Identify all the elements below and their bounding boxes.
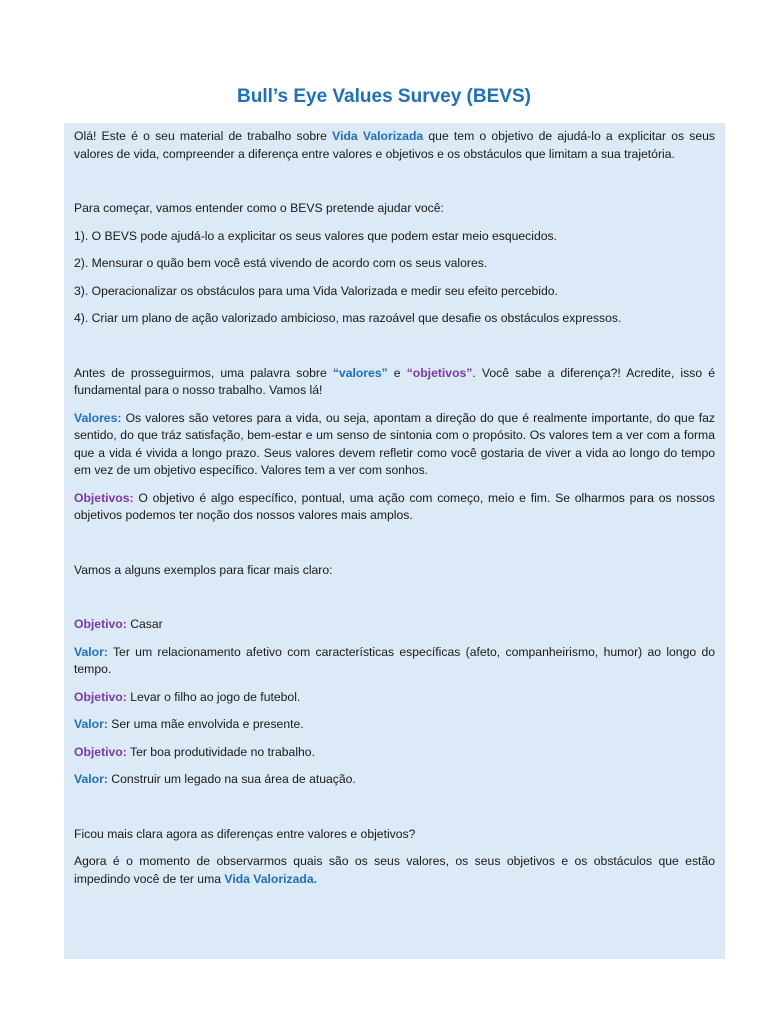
example-text: Levar o filho ao jogo de futebol. xyxy=(126,689,301,704)
example-valor-2 xyxy=(74,716,715,734)
example-text: Ter boa produtividade no trabalho. xyxy=(126,744,315,759)
word-values: “valores” xyxy=(332,365,388,380)
step-item-1: 1). O BEVS pode ajudá-lo a explicitar os seus valores que podem estar meio esquecidos. xyxy=(74,228,558,243)
valores-text: Os valores são vetores para a vida, ou seja, apontam a direção do que é realmente importante, do que faz sentido, do que tráz satisfação, bem-estar e um senso de sintonia com o propósito. Os valores tem a ver com a forma que a vida é vivida a longo prazo. Seus valores devem refletir como você gostaria de viver a vida ao longo do tempo em vez de um objetivo específico. Valores tem a ver com sonhos. xyxy=(74,410,715,477)
content-panel xyxy=(64,123,725,959)
closing-text: Agora é o momento de observarmos quais são os seus valores, os seus objetivos e os obstáculos que estão impedindo você de ter uma xyxy=(74,854,715,886)
example-objetivo-3 xyxy=(74,744,715,762)
valores-definition xyxy=(74,410,715,480)
intro-text-after: que tem o objetivo de ajudá-lo a explicitar os seus valores de vida, compreender a diferença entre valores e objetivos e os obstáculos que limitam a sua trajetória. xyxy=(74,129,716,161)
step-item-3: 3). Operacionalizar os obstáculos para uma Vida Valorizada e medir seu efeito percebido. xyxy=(74,283,558,298)
example-label: Objetivo: xyxy=(74,744,127,759)
example-label: Valor: xyxy=(74,644,108,659)
word-and: e xyxy=(387,365,407,380)
word-text-before: Antes de prosseguirmos, uma palavra sobre xyxy=(74,365,333,380)
step-item-2: 2). Mensurar o quão bem você está vivendo de acordo com os seus valores. xyxy=(74,256,488,270)
word-paragraph xyxy=(74,365,715,400)
question-paragraph: Ficou mais clara agora as diferenças entre valores e objetivos? xyxy=(74,826,416,841)
example-label: Valor: xyxy=(74,772,108,786)
closing-paragraph xyxy=(74,853,715,888)
example-text: Casar xyxy=(126,617,163,631)
examples-intro: Vamos a alguns exemplos para ficar mais claro: xyxy=(74,562,333,577)
example-text: Ser uma mãe envolvida e presente. xyxy=(107,717,304,731)
objetivos-definition xyxy=(74,490,715,525)
example-valor-3 xyxy=(74,771,715,789)
example-text: Construir um legado na sua área de atuação. xyxy=(107,772,356,786)
step-item-4: 4). Criar um plano de ação valorizado ambicioso, mas razoável que desafie os obstáculos expressos. xyxy=(74,311,622,325)
example-label: Valor: xyxy=(74,717,108,731)
example-valor-1 xyxy=(74,644,715,679)
word-objectives: “objetivos” xyxy=(406,365,473,380)
page-title: Bull’s Eye Values Survey (BEVS) xyxy=(237,86,531,107)
example-text: Ter um relacionamento afetivo com características específicas (afeto, companheirismo, humor) ao longo do tempo. xyxy=(74,644,715,676)
example-objetivo-1 xyxy=(74,616,715,634)
example-objetivo-2 xyxy=(74,689,715,707)
valores-label: Valores: xyxy=(74,410,122,425)
intro-paragraph xyxy=(74,128,715,163)
example-label: Objetivo: xyxy=(74,689,127,704)
objetivos-text: O objetivo é algo específico, pontual, uma ação com começo, meio e fim. Se olharmos para os nossos objetivos podemos ter noção dos nossos valores mais amplos. xyxy=(74,490,715,522)
objetivos-label: Objetivos: xyxy=(74,490,134,505)
closing-highlight: Vida Valorizada. xyxy=(224,871,317,886)
intro-text-before: Olá! Este é o seu material de trabalho sobre xyxy=(74,129,333,143)
example-label: Objetivo: xyxy=(74,617,127,631)
start-paragraph: Para começar, vamos entender como o BEVS pretende ajudar você: xyxy=(74,201,444,215)
intro-highlight: Vida Valorizada xyxy=(332,129,424,143)
word-text-after: . Você sabe a diferença?! Acredite, isso é fundamental para o nosso trabalho. Vamos lá! xyxy=(74,365,715,397)
